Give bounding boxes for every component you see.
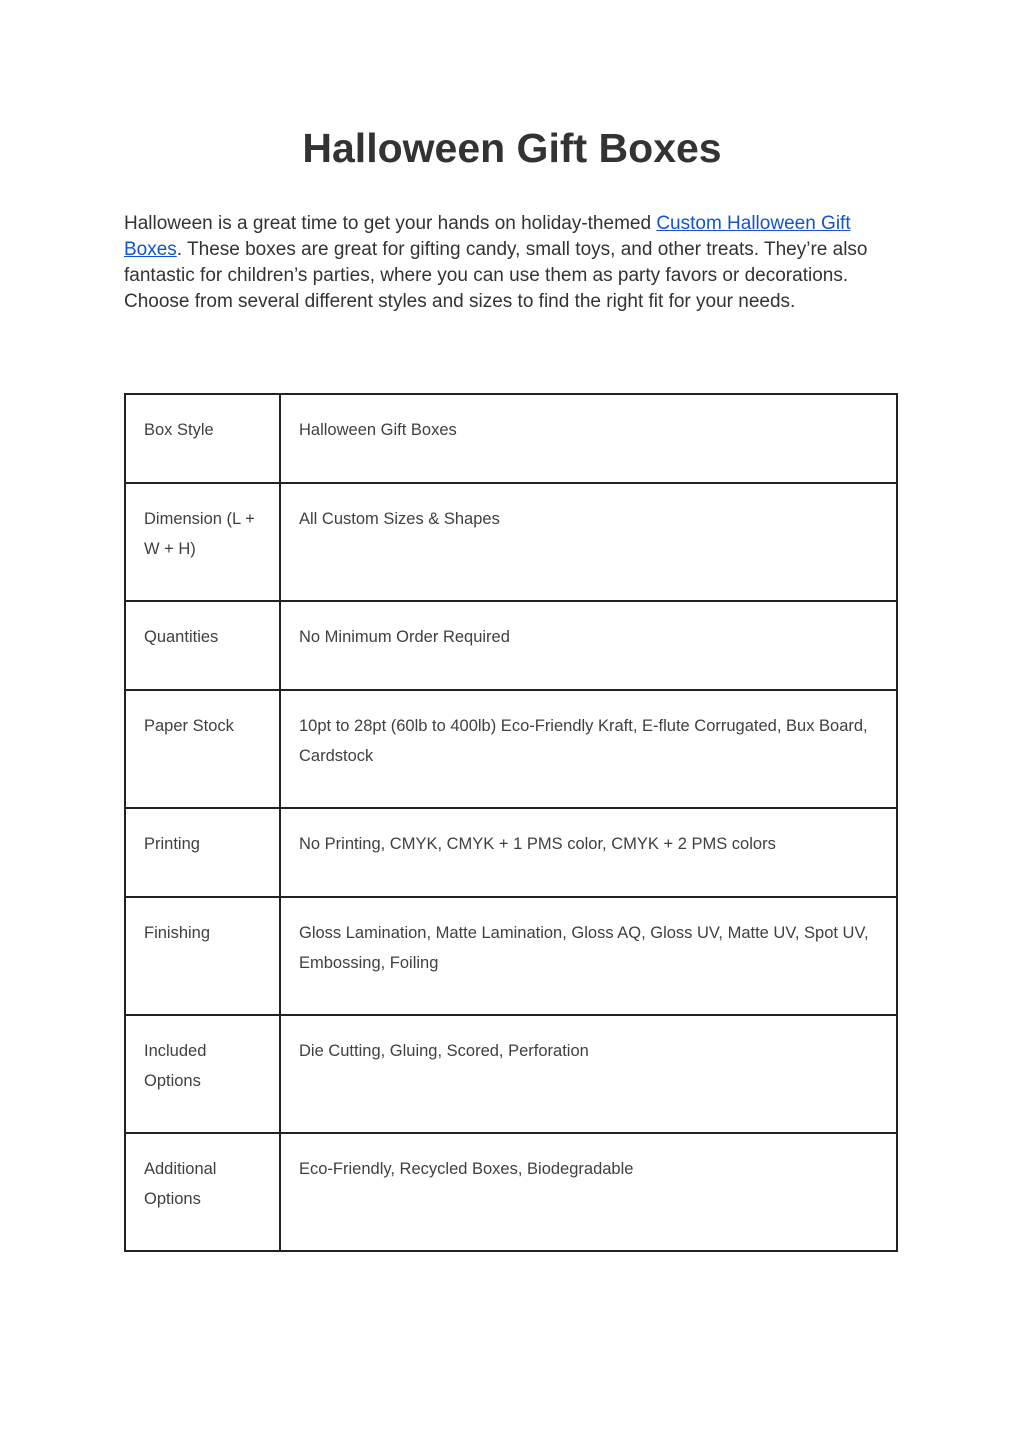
row-label: Included Options: [125, 1015, 280, 1133]
table-row-finishing: [125, 897, 897, 1015]
row-value: No Printing, CMYK, CMYK + 1 PMS color, CMYK + 2 PMS colors: [280, 808, 897, 897]
table-row-printing: [125, 808, 897, 897]
row-value: 10pt to 28pt (60lb to 400lb) Eco-Friendly Kraft, E-flute Corrugated, Bux Board, Cardstock: [280, 690, 897, 808]
intro-text-end: . These boxes are great for gifting candy, small toys, and other treats. They’re also fantastic for children’s parties, where you can use them as party favors or decorations. Choose from several different styles and sizes to find the right fit for your needs.: [124, 239, 868, 312]
row-value: Eco-Friendly, Recycled Boxes, Biodegradable: [280, 1133, 897, 1251]
row-label: Additional Options: [125, 1133, 280, 1251]
table-row-included-options: [125, 1015, 897, 1133]
row-label: Quantities: [125, 601, 280, 690]
row-value: All Custom Sizes & Shapes: [280, 483, 897, 601]
table-row-dimension: [125, 483, 897, 601]
row-label: Box Style: [125, 394, 280, 483]
row-label: Paper Stock: [125, 690, 280, 808]
custom-halloween-gift-boxes-link[interactable]: Custom Halloween Gift Boxes: [124, 213, 851, 260]
spec-table: [124, 393, 898, 1252]
table-row-additional-options: [125, 1133, 897, 1251]
row-label: Dimension (L + W + H): [125, 483, 280, 601]
intro-text-start: Halloween is a great time to get your hands on holiday-themed: [124, 213, 657, 234]
row-value: Halloween Gift Boxes: [280, 394, 897, 483]
row-label: Finishing: [125, 897, 280, 1015]
table-row-quantities: [125, 601, 897, 690]
row-value: Die Cutting, Gluing, Scored, Perforation: [280, 1015, 897, 1133]
row-value: Gloss Lamination, Matte Lamination, Gloss AQ, Gloss UV, Matte UV, Spot UV, Embossing, Foiling: [280, 897, 897, 1015]
table-row-paper-stock: [125, 690, 897, 808]
table-row-box-style: [125, 394, 897, 483]
page-title: Halloween Gift Boxes: [302, 125, 722, 171]
intro-paragraph: [124, 211, 904, 315]
row-value: No Minimum Order Required: [280, 601, 897, 690]
row-label: Printing: [125, 808, 280, 897]
